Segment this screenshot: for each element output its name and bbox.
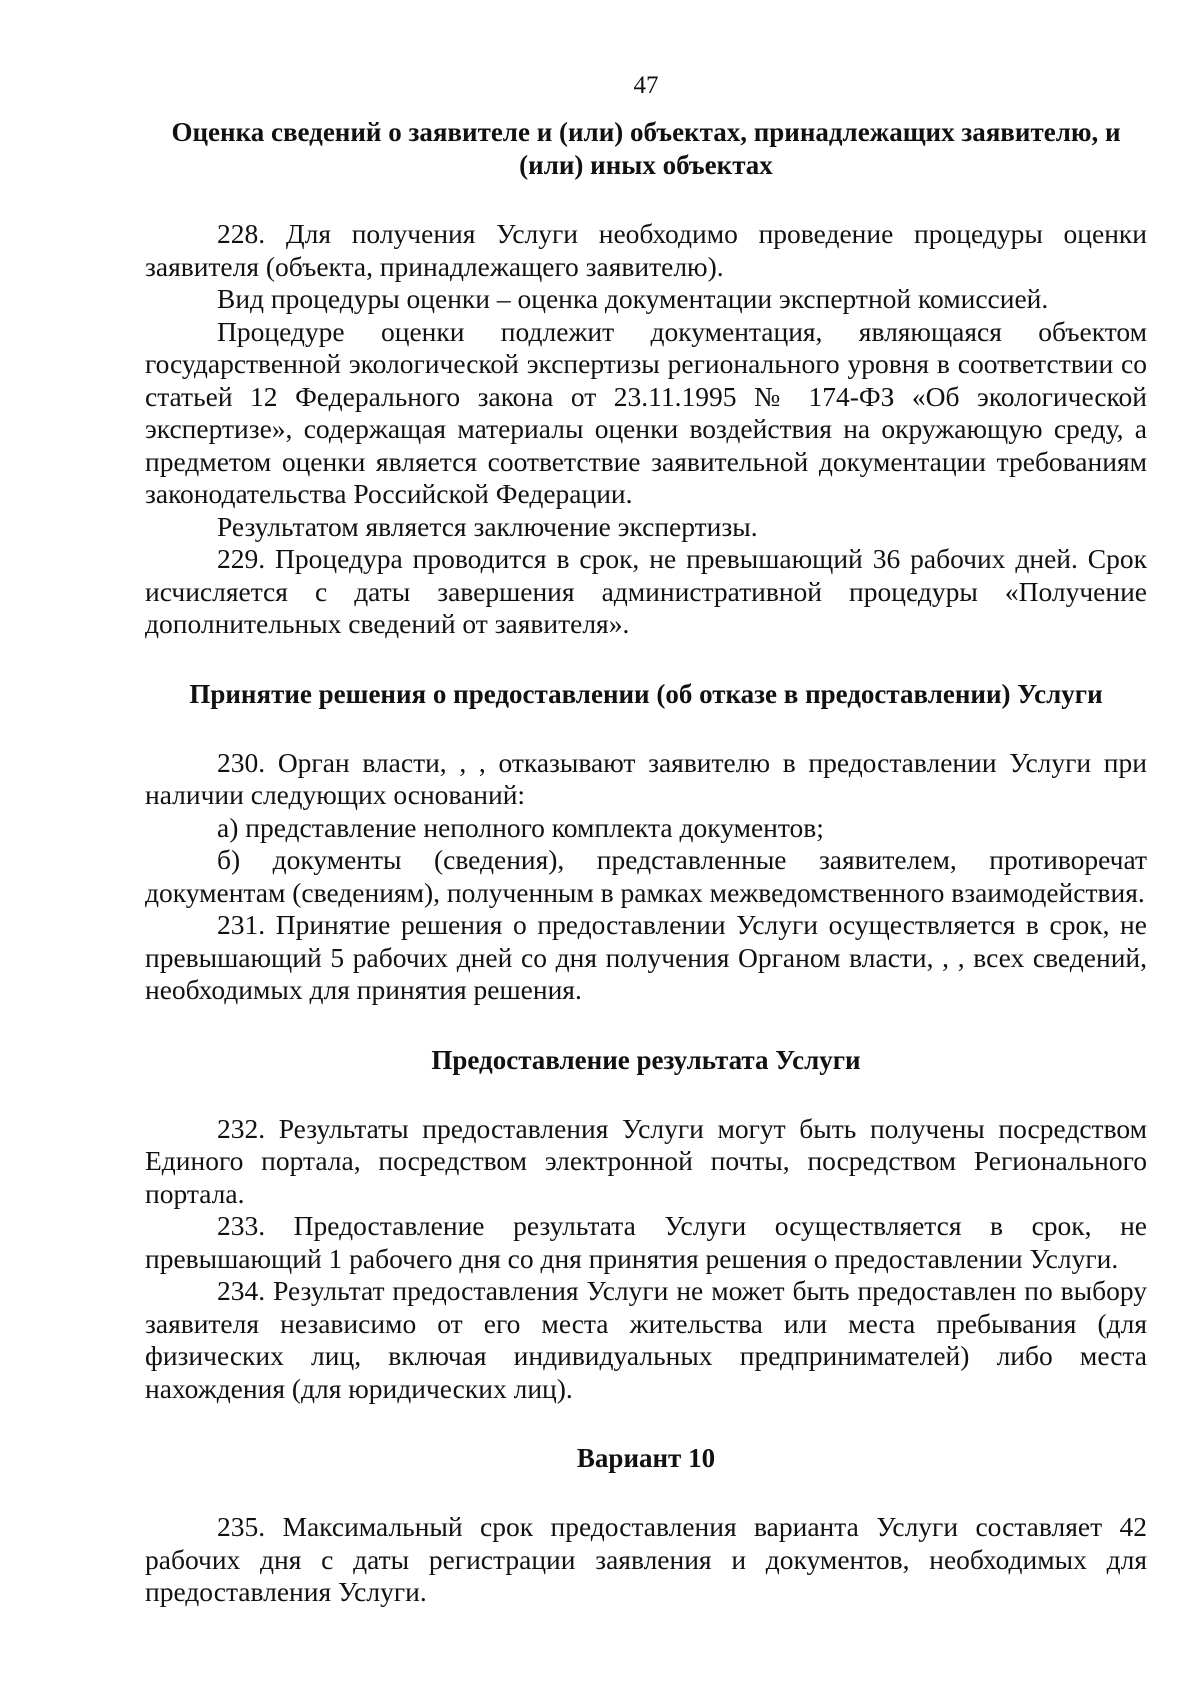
paragraph-230: 230. Орган власти, , , отказывают заявителю в предоставлении Услуги при наличии следующих оснований: xyxy=(145,746,1147,810)
paragraph-232: 232. Результаты предоставления Услуги могут быть получены посредством Единого портала, посредством электронной почты, посредством Регионального портала. xyxy=(145,1112,1147,1209)
section-heading-result-delivery: Предоставление результата Услуги xyxy=(431,1044,861,1075)
section-heading-decision: Принятие решения о предоставлении (об отказе в предоставлении) Услуги xyxy=(189,678,1103,709)
section-heading-variant-10: Вариант 10 xyxy=(576,1443,716,1473)
paragraph-230-item-b: б) документы (сведения), представленные заявителем, противоречат документам (сведениям), полученным в рамках межведомственного взаимодействия. xyxy=(145,844,1147,908)
paragraph-230-item-a: а) представление неполного комплекта документов; xyxy=(217,811,824,843)
section-heading-applicant-assessment: Оценка сведений о заявителе и (или) объектах, принадлежащих заявителю, и (или) иных объектах xyxy=(171,117,1121,180)
paragraph-assessment-subject: Процедуре оценки подлежит документация, являющаяся объектом государственной экологической экспертизы регионального уровня в соответствии со статьей 12 Федерального закона от 23.11.1995 № 174-ФЗ «Об экологической экспертизе», содержащая материалы оценки воздействия на окружающую среду, а предметом оценки является соответствие заявительной документации требованиям законодательства Российской Федерации. xyxy=(145,315,1147,509)
document-body xyxy=(145,116,1147,1609)
page-number: 47 xyxy=(633,72,659,99)
paragraph-231: 231. Принятие решения о предоставлении Услуги осуществляется в срок, не превышающий 5 рабочих дней со дня получения Органом власти, , , всех сведений, необходимых для принятия решения. xyxy=(145,909,1147,1005)
paragraph-235: 235. Максимальный срок предоставления варианта Услуги составляет 42 рабочих дня с даты регистрации заявления и документов, необходимых для предоставления Услуги. xyxy=(145,1511,1147,1607)
paragraph-assessment-result: Результатом является заключение экспертизы. xyxy=(217,510,758,542)
paragraph-228: 228. Для получения Услуги необходимо проведение процедуры оценки заявителя (объекта, принадлежащего заявителю). xyxy=(145,218,1147,282)
paragraph-229: 229. Процедура проводится в срок, не превышающий 36 рабочих дней. Срок исчисляется с даты завершения административной процедуры «Получение дополнительных сведений от заявителя». xyxy=(145,543,1147,639)
paragraph-assessment-type: Вид процедуры оценки – оценка документации экспертной комиссией. xyxy=(217,283,1049,314)
paragraph-234: 234. Результат предоставления Услуги не может быть предоставлен по выбору заявителя независимо от его места жительства или места пребывания (для физических лиц, включая индивидуальных предпринимателей) либо места нахождения (для юридических лиц). xyxy=(145,1275,1147,1404)
paragraph-233: 233. Предоставление результата Услуги осуществляется в срок, не превышающий 1 рабочего дня со дня принятия решения о предоставлении Услуги. xyxy=(145,1210,1147,1274)
